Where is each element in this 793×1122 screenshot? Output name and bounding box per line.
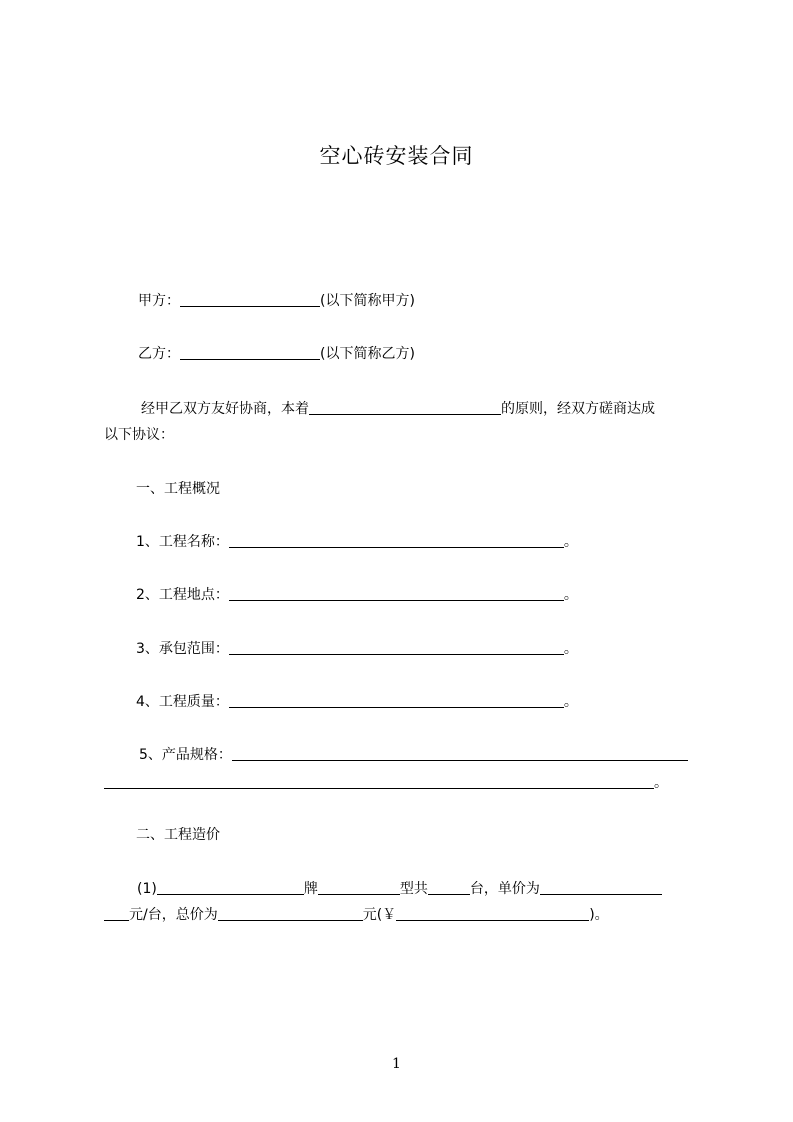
item-project-quality — [136, 693, 578, 711]
intro-suffix: 的原则，经双方磋商达成 — [501, 401, 655, 417]
item-label: 3、承包范围： — [136, 641, 229, 657]
product-spec-blank-2[interactable] — [104, 774, 654, 789]
yuan-text: 元(￥ — [362, 907, 397, 923]
project-quality-blank[interactable] — [229, 693, 564, 708]
party-a-line — [138, 292, 415, 310]
price-num: (1) — [137, 881, 157, 897]
item-product-spec — [139, 746, 688, 764]
item-end: 。 — [654, 775, 668, 791]
unit-price-blank-1[interactable] — [540, 880, 662, 895]
section1-heading: 一、工程概况 — [136, 481, 220, 497]
principle-blank[interactable] — [309, 400, 501, 415]
item-end: 。 — [563, 587, 578, 603]
item-product-spec-cont — [104, 774, 668, 792]
document-title: 空心砖安装合同 — [319, 144, 474, 168]
party-b-label: 乙方： — [138, 346, 180, 362]
model-blank[interactable] — [318, 880, 400, 895]
project-location-blank[interactable] — [229, 586, 564, 601]
item-end: 。 — [563, 641, 578, 657]
price-line-1 — [137, 880, 662, 898]
total-price-blank[interactable] — [218, 906, 363, 921]
item-contract-scope — [136, 640, 578, 658]
product-spec-blank-1[interactable] — [232, 746, 688, 761]
quantity-blank[interactable] — [428, 880, 470, 895]
close-text: )。 — [589, 907, 609, 923]
party-b-line — [138, 345, 415, 363]
intro-prefix: 经甲乙双方友好协商，本着 — [141, 401, 309, 417]
party-a-blank[interactable] — [180, 292, 320, 307]
item-label: 1、工程名称： — [136, 534, 229, 550]
item-project-name — [136, 533, 578, 551]
item-end: 。 — [563, 694, 578, 710]
per-unit-text: 元/台，总价为 — [129, 907, 218, 923]
item-label: 4、工程质量： — [136, 694, 229, 710]
page-number: 1 — [392, 1056, 401, 1072]
item-label: 2、工程地点： — [136, 587, 229, 603]
item-label: 5、产品规格： — [139, 747, 232, 763]
contract-scope-blank[interactable] — [229, 640, 564, 655]
party-b-note: (以下简称乙方) — [320, 346, 415, 362]
party-b-blank[interactable] — [180, 345, 320, 360]
item-end: 。 — [563, 534, 578, 550]
section2-heading: 二、工程造价 — [136, 827, 220, 843]
project-name-blank[interactable] — [229, 533, 564, 548]
party-a-label: 甲方： — [138, 293, 180, 309]
intro-line-2: 以下协议： — [104, 427, 174, 443]
price-line-2 — [104, 906, 609, 924]
unit-price-text: 台，单价为 — [469, 881, 540, 897]
model-text: 型共 — [399, 881, 428, 897]
unit-price-blank-2[interactable] — [104, 906, 129, 921]
brand-blank[interactable] — [157, 880, 304, 895]
total-amount-blank[interactable] — [396, 906, 589, 921]
item-project-location — [136, 586, 578, 604]
intro-line-1 — [141, 400, 655, 418]
party-a-note: (以下简称甲方) — [320, 293, 415, 309]
brand-text: 牌 — [303, 881, 318, 897]
